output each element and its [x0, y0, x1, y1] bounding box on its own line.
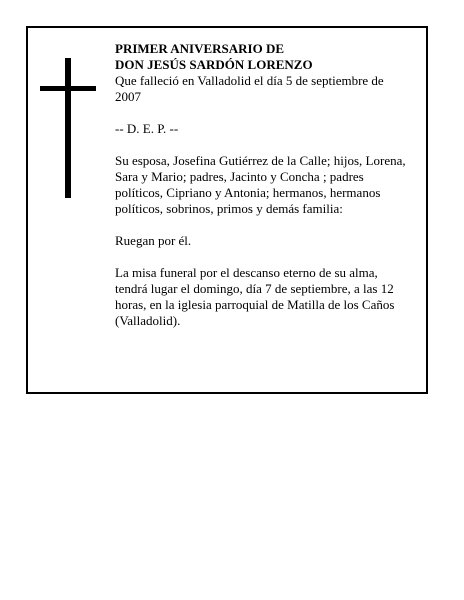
- notice-text: [115, 41, 411, 345]
- mass-details: La misa funeral por el descanso eterno de su alma, tendrá lugar el domingo, día 7 de septiembre, a las 12 horas, en la iglesia parroquial de Matilla de los Caños (Valladolid).: [115, 265, 395, 328]
- title-line-1: PRIMER ANIVERSARIO DE: [115, 41, 285, 56]
- cross-icon: [40, 58, 96, 198]
- death-info: Que falleció en Valladolid el día 5 de septiembre de 2007: [115, 73, 384, 104]
- family-list: Su esposa, Josefina Gutiérrez de la Calle; hijos, Lorena, Sara y Mario; padres, Jacinto y Concha ; padres políticos, Cipriano y Antonia; hermanos, hermanos políticos, sobrinos, primos y demás familia:: [115, 153, 406, 216]
- obituary-notice: [26, 26, 428, 394]
- cross-vertical-bar: [65, 58, 71, 198]
- rip-line: -- D. E. P. --: [115, 121, 179, 136]
- title-line-2: DON JESÚS SARDÓN LORENZO: [115, 57, 313, 72]
- prayer-request: Ruegan por él.: [115, 233, 192, 248]
- notice-title: [115, 41, 411, 73]
- cross-horizontal-bar: [40, 86, 96, 91]
